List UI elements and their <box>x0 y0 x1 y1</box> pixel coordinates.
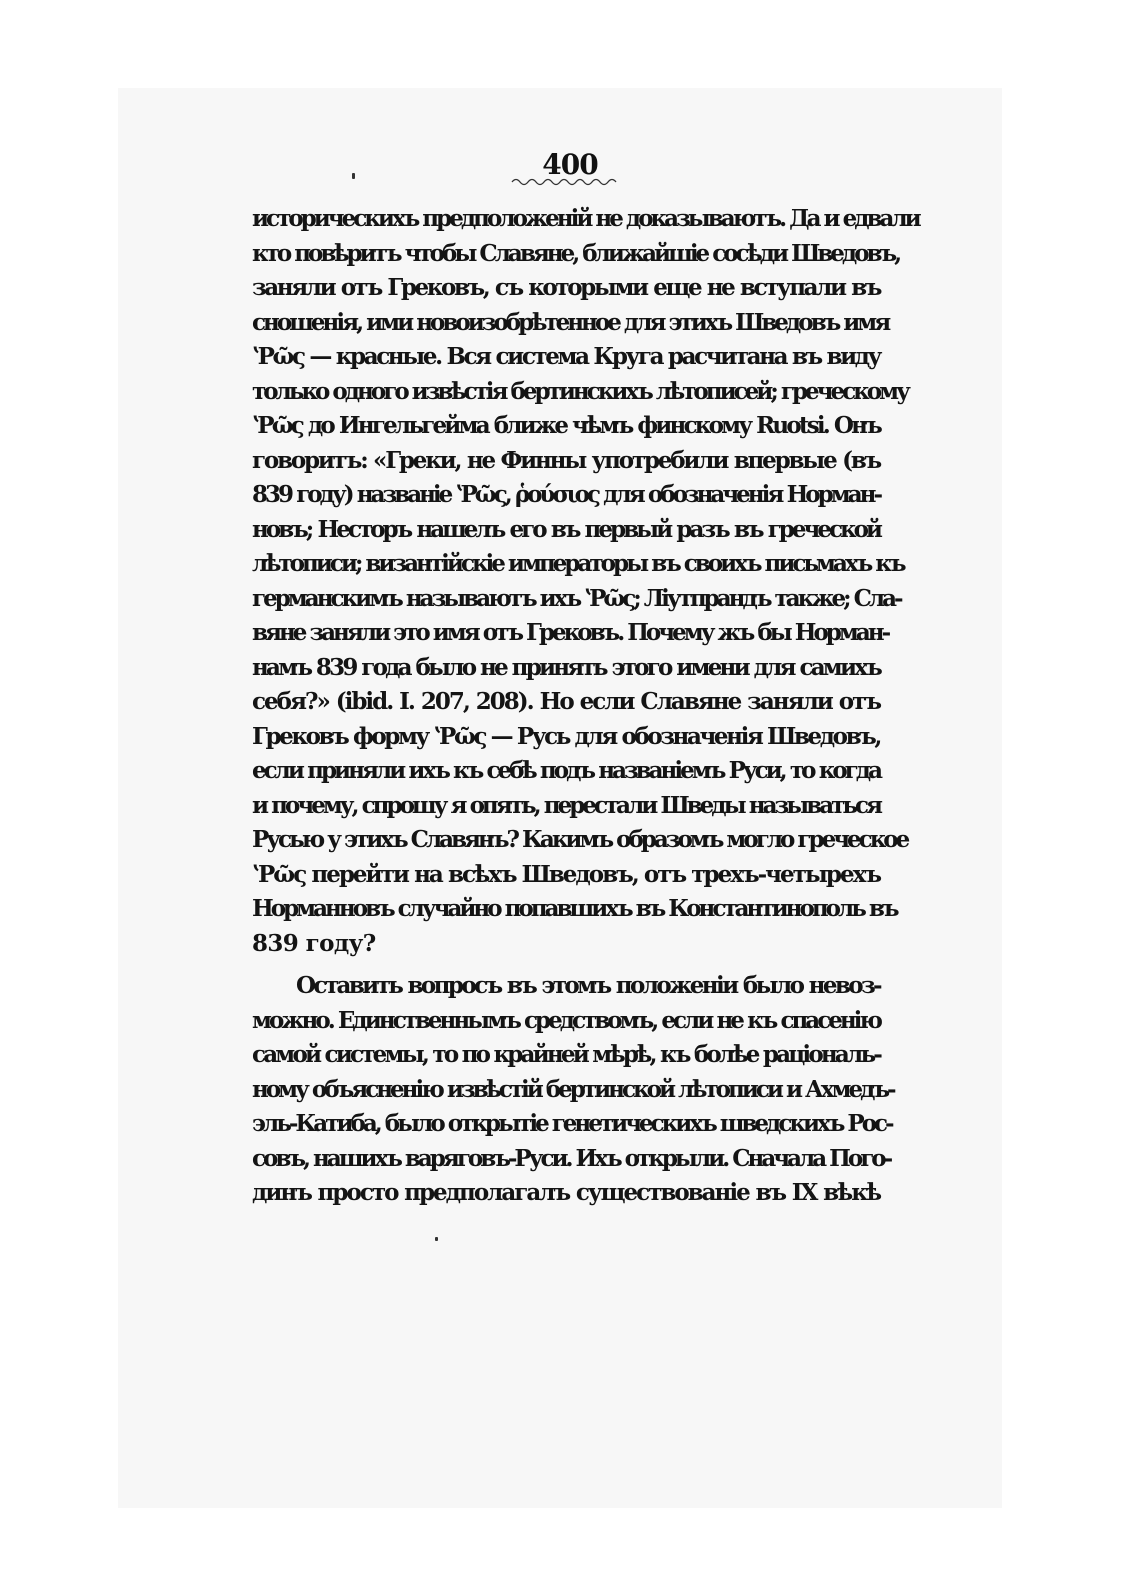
text-line: германскимъ называютъ ихъ ʽΡῶς; Ліутпрандъ также; Сла- <box>252 584 901 612</box>
text-line: историческихъ предположеній не доказываютъ. Да и едвали <box>252 205 919 232</box>
text-line: 839 году? <box>252 929 376 957</box>
wavy-rule-ornament <box>510 176 622 188</box>
text-line: самой системы, то по крайней мѣрѣ, къ болѣе раціональ- <box>252 1041 880 1068</box>
text-line: динъ просто предполагалъ существованіе въ IX вѣкѣ <box>252 1179 880 1206</box>
text-line: вяне заняли это имя отъ Грековъ. Почему жъ бы Норман- <box>252 619 889 646</box>
text-line: Грековъ форму ʽΡῶς — Русь для обозначенія Шведовъ, <box>252 722 881 750</box>
text-line: кто повѣритъ чтобы Славяне, ближайшіе сосѣди Шведовъ, <box>252 239 900 267</box>
text-line: ʽΡῶς — красные. Вся система Круга расчитана въ виду <box>252 343 880 370</box>
text-line: и почему, спрошу я опять, перестали Шведы называться <box>252 791 880 819</box>
text-line: ʽΡῶς перейти на всѣхъ Шведовъ, отъ трехъ-четырехъ <box>252 860 880 888</box>
text-line: ному объясненію извѣстій бертинской лѣтописи и Ахмедъ- <box>252 1075 894 1103</box>
text-line: 839 году) названіе ʽΡῶς, ῥούσιος для обозначенія Норман- <box>252 481 880 508</box>
paragraph <box>252 969 894 1211</box>
text-line: новъ; Несторъ нашелъ его въ первый разъ въ греческой <box>252 515 880 543</box>
text-line: эль-Катиба, было открытіе генетическихъ шведскихъ Рос- <box>252 1110 892 1137</box>
paragraph-gap <box>252 961 880 969</box>
text-line: только одного извѣстія бертинскихъ лѣтописей; греческому <box>252 377 908 405</box>
text-line: себя?» (ibid. I. 207, 208). Но если Славяне заняли отъ <box>252 688 880 715</box>
paragraph <box>252 202 919 961</box>
text-line: намъ 839 года было не принять этого имени для самихъ <box>252 653 880 681</box>
text-line: ʽΡῶς до Ингельгейма ближе чѣмъ финскому Ruotsi. Онъ <box>252 412 880 439</box>
text-line: говоритъ: «Греки, не Финны употребили впервые (въ <box>252 446 880 474</box>
text-line: Оставить вопросъ въ этомъ положеніи было невоз- <box>296 972 880 999</box>
ink-speck <box>435 1237 438 1241</box>
page-number: 400 <box>542 148 598 181</box>
text-line: можно. Единственнымъ средствомъ, если не къ спасенію <box>252 1006 880 1034</box>
text-line: заняли отъ Грековъ, съ которыми еще не вступали въ <box>252 274 880 301</box>
text-line: Норманновъ случайно попавшихъ въ Константинополь въ <box>252 895 897 922</box>
text-line: лѣтописи; византійскіе императоры въ своихъ письмахъ къ <box>252 550 904 577</box>
text-line: если приняли ихъ къ себѣ подъ названіемъ Руси, то когда <box>252 757 880 784</box>
text-line: совъ, нашихъ варяговъ-Руси. Ихъ открыли. Сначала Пого- <box>252 1144 891 1172</box>
body-text <box>252 202 919 1211</box>
text-line: Русью у этихъ Славянъ? Какимъ образомъ могло греческое <box>252 826 908 853</box>
text-line: сношенія, ими новоизобрѣтенное для этихъ Шведовъ имя <box>252 308 889 336</box>
